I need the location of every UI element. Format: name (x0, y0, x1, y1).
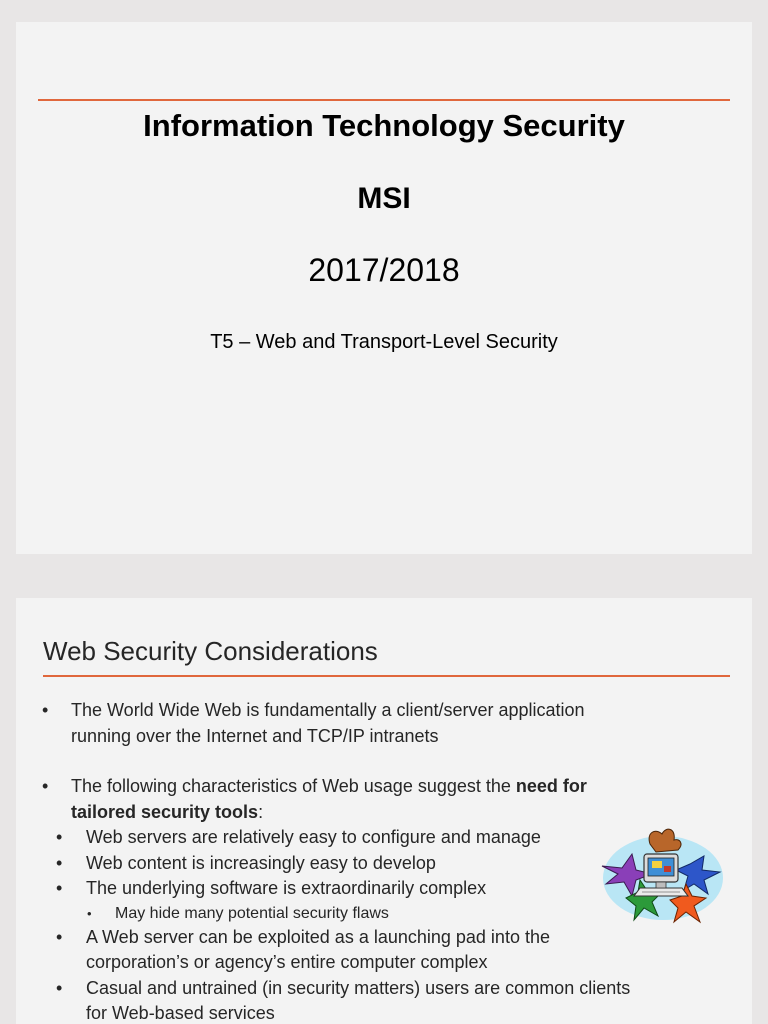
accent-rule (38, 99, 730, 101)
bullet-text: The underlying software is extraordinarily complex (86, 878, 487, 898)
bullet-marker: • (56, 977, 63, 998)
bullet-marker: • (87, 905, 92, 921)
sub-bullet-item (16, 976, 752, 1002)
content-slide (16, 598, 752, 1024)
bullet-marker: • (56, 926, 63, 947)
slide-subtitle: T5 – Web and Transport-Level Security (210, 331, 558, 353)
bullet-marker: • (42, 700, 49, 720)
accent-rule (43, 675, 730, 677)
bullet-spacer (16, 749, 752, 774)
slide-title: Information Technology Security (143, 108, 625, 143)
networked-computer-clipart-icon (600, 826, 726, 938)
bullet-marker: • (56, 878, 63, 898)
academic-year: 2017/2018 (308, 252, 460, 288)
bullet-text: : (258, 801, 264, 822)
bullet-text: running over the Internet and TCP/IP intranets (71, 725, 439, 746)
course-code: MSI (357, 182, 411, 215)
bullet-text: Web servers are relatively easy to configure and manage (86, 827, 541, 847)
bullet-text: for Web-based services (86, 1003, 275, 1023)
bullet-text: The World Wide Web is fundamentally a client/server application (71, 700, 585, 720)
bullet-item (16, 698, 752, 724)
bullet-text: The following characteristics of Web usage suggest the (71, 776, 516, 796)
bullet-text: Casual and untrained (in security matters) users are common clients (86, 977, 631, 998)
sub-bullet-continuation (16, 1001, 752, 1024)
bullet-emphasis: tailored security tools (71, 801, 259, 822)
bullet-marker: • (56, 827, 63, 847)
bullet-marker: • (56, 852, 63, 873)
bullet-emphasis: need for (515, 776, 587, 796)
title-slide (16, 22, 752, 554)
bullet-item (16, 774, 752, 800)
bullet-text: Web content is increasingly easy to develop (86, 852, 436, 873)
slide-heading: Web Security Considerations (43, 636, 378, 666)
sub-bullet-continuation (16, 950, 752, 976)
bullet-marker: • (42, 776, 49, 796)
bullet-continuation (16, 800, 752, 826)
bullet-text: corporation’s or agency’s entire computer complex (86, 952, 488, 972)
bullet-text: A Web server can be exploited as a launching pad into the (86, 926, 550, 947)
bullet-continuation (16, 724, 752, 750)
bullet-text: May hide many potential security flaws (115, 904, 389, 922)
